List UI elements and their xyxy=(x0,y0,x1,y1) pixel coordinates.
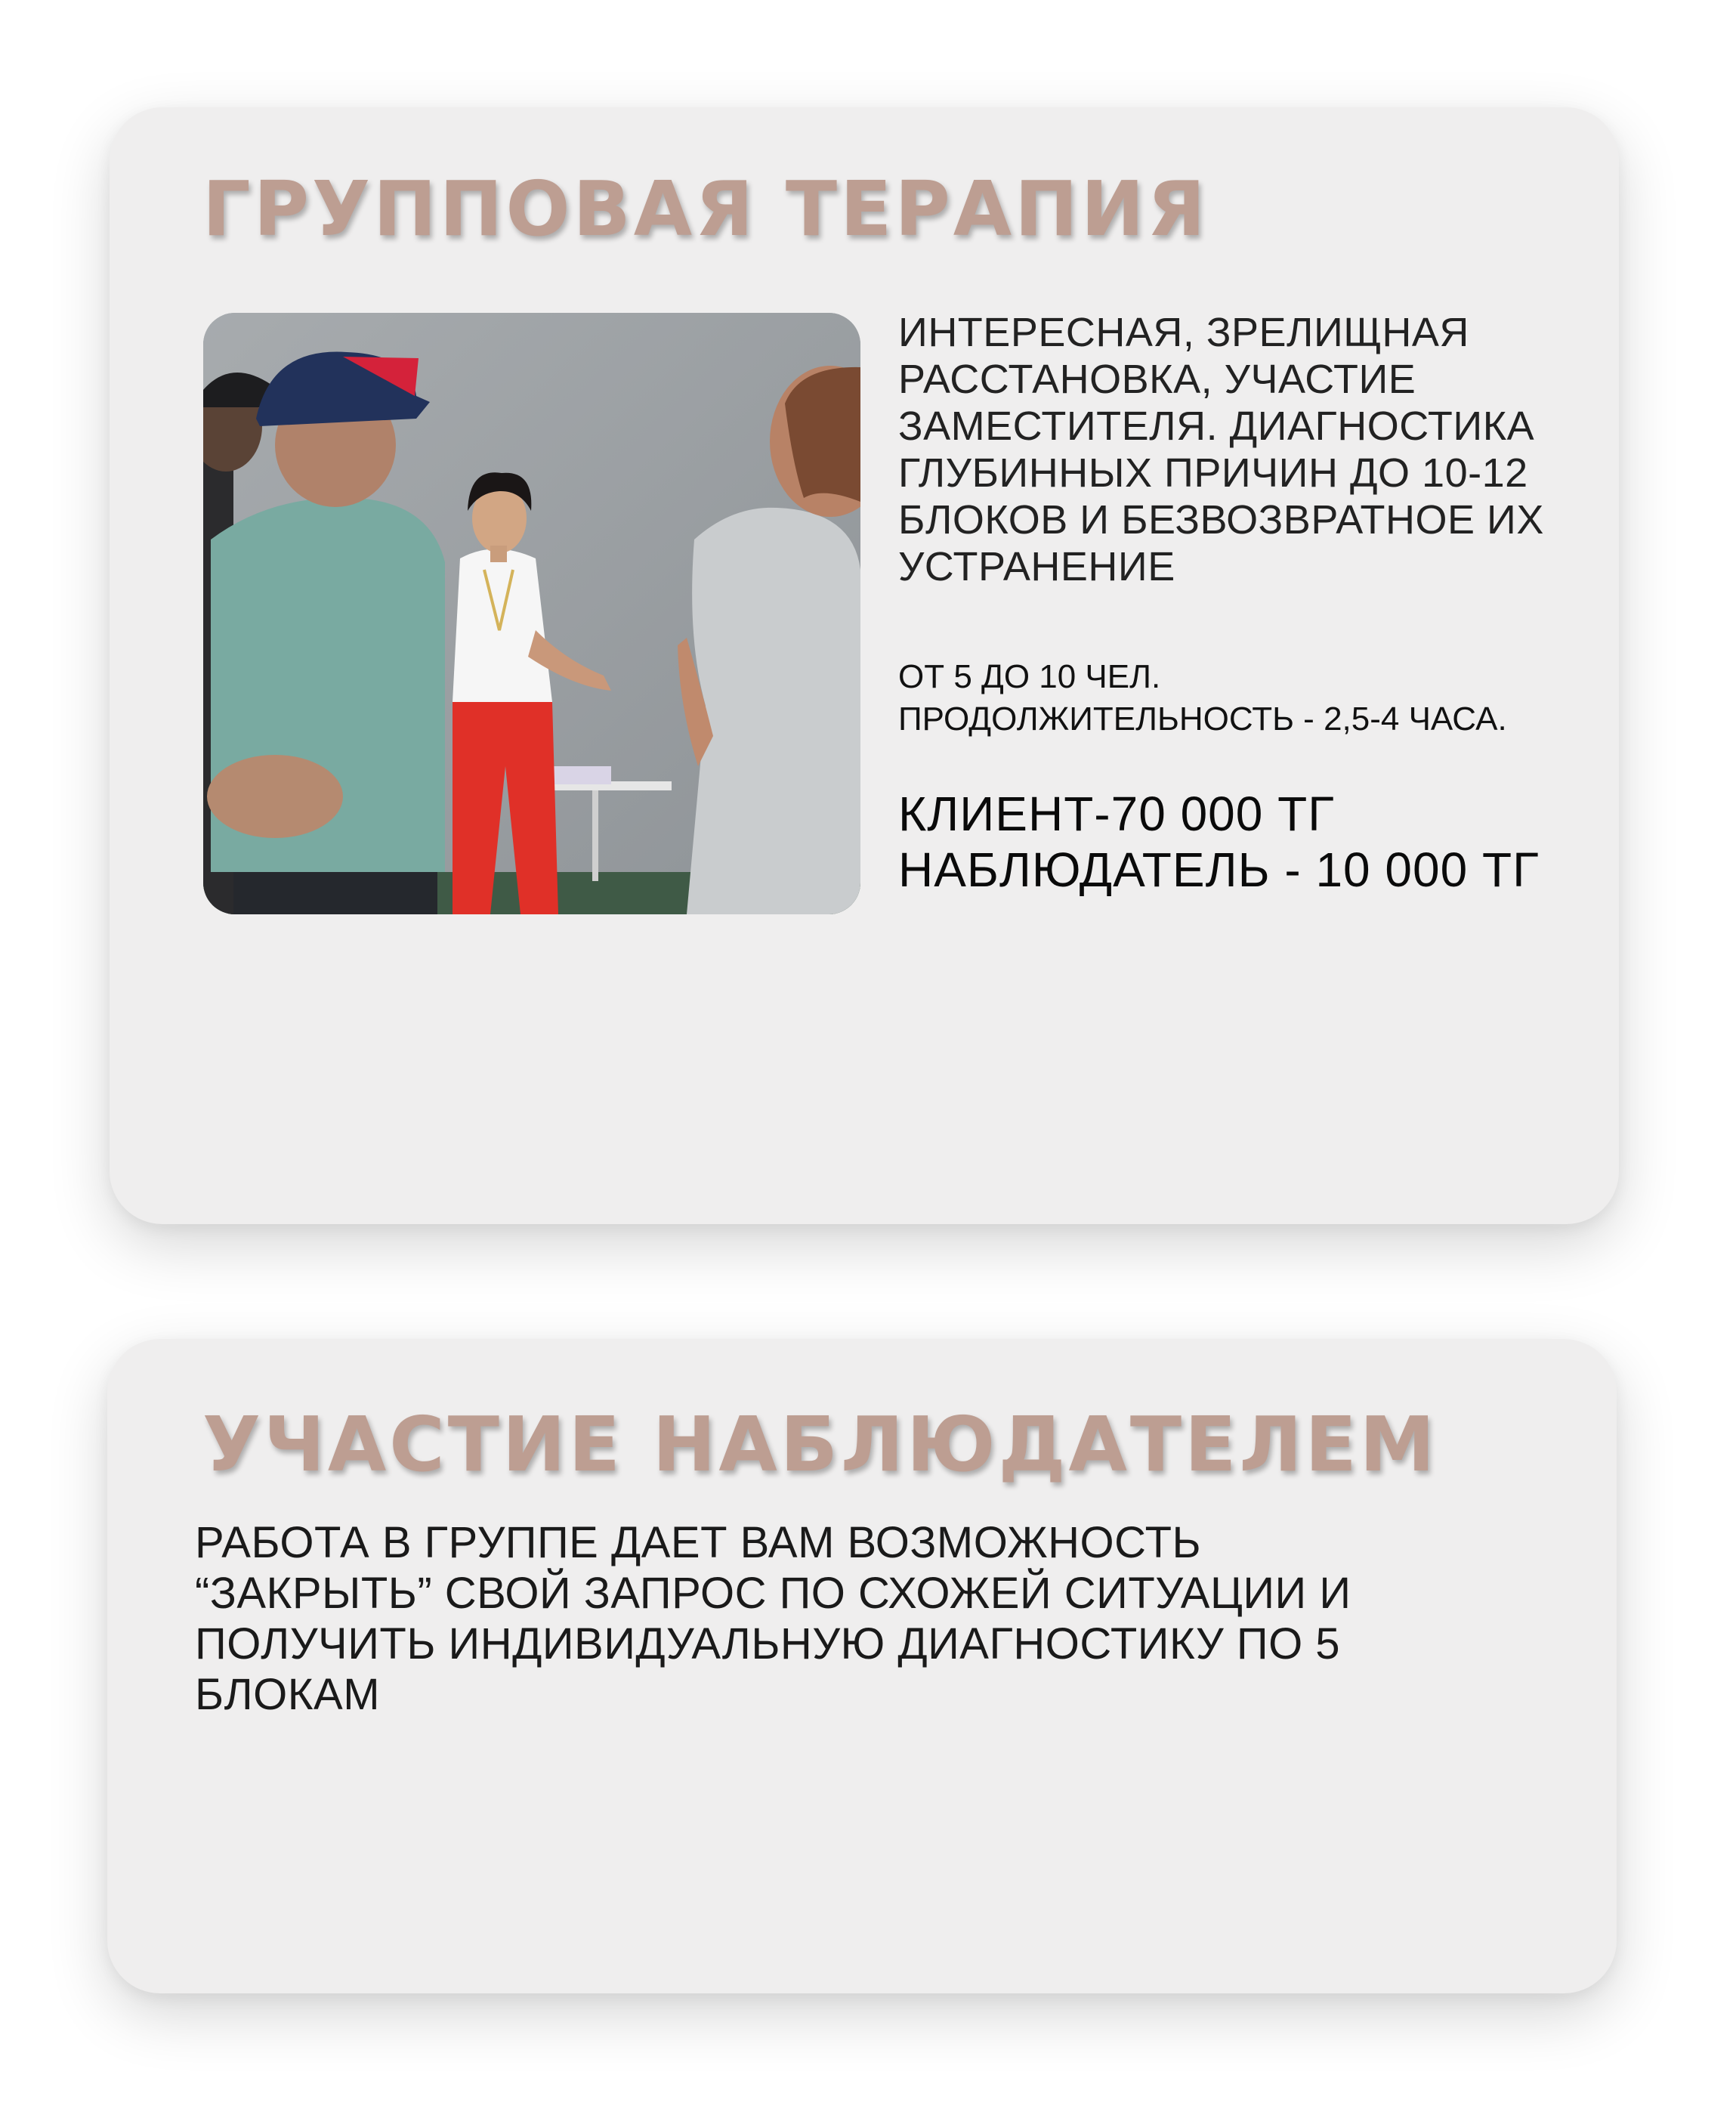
group-therapy-details xyxy=(898,656,1623,741)
group-therapy-title: ГРУППОВАЯ ТЕРАПИЯ xyxy=(202,165,1209,253)
price-client: КЛИЕНТ-70 000 ТГ xyxy=(898,787,1335,841)
price-observer: НАБЛЮДАТЕЛЬ - 10 000 ТГ xyxy=(898,843,1540,897)
group-therapy-card xyxy=(110,107,1619,1224)
observer-card xyxy=(107,1339,1617,1993)
observer-title: УЧАСТИЕ НАБЛЮДАТЕЛЕМ xyxy=(202,1400,1438,1489)
participants-count: ОТ 5 ДО 10 ЧЕЛ. xyxy=(898,658,1161,695)
session-duration: ПРОДОЛЖИТЕЛЬНОСТЬ - 2,5-4 ЧАСА. xyxy=(898,700,1507,738)
group-therapy-description: ИНТЕРЕСНАЯ, ЗРЕЛИЩНАЯ РАССТАНОВКА, УЧАСТИЕ ЗАМЕСТИТЕЛЯ. ДИАГНОСТИКА ГЛУБИННЫХ ПРИЧИН ДО 10-12 БЛОКОВ И БЕЗВОЗВРАТНОЕ ИХ УСТРАНЕНИЕ xyxy=(898,310,1544,589)
observer-description: РАБОТА В ГРУППЕ ДАЕТ ВАМ ВОЗМОЖНОСТЬ “ЗАКРЫТЬ” СВОЙ ЗАПРОС ПО СХОЖЕЙ СИТУАЦИИ И ПОЛУЧИТЬ ИНДИВИДУАЛЬНУЮ ДИАГНОСТИКУ ПО 5 БЛОКАМ xyxy=(195,1518,1351,1719)
price-list xyxy=(898,786,1623,898)
group-session-photo xyxy=(203,313,860,914)
